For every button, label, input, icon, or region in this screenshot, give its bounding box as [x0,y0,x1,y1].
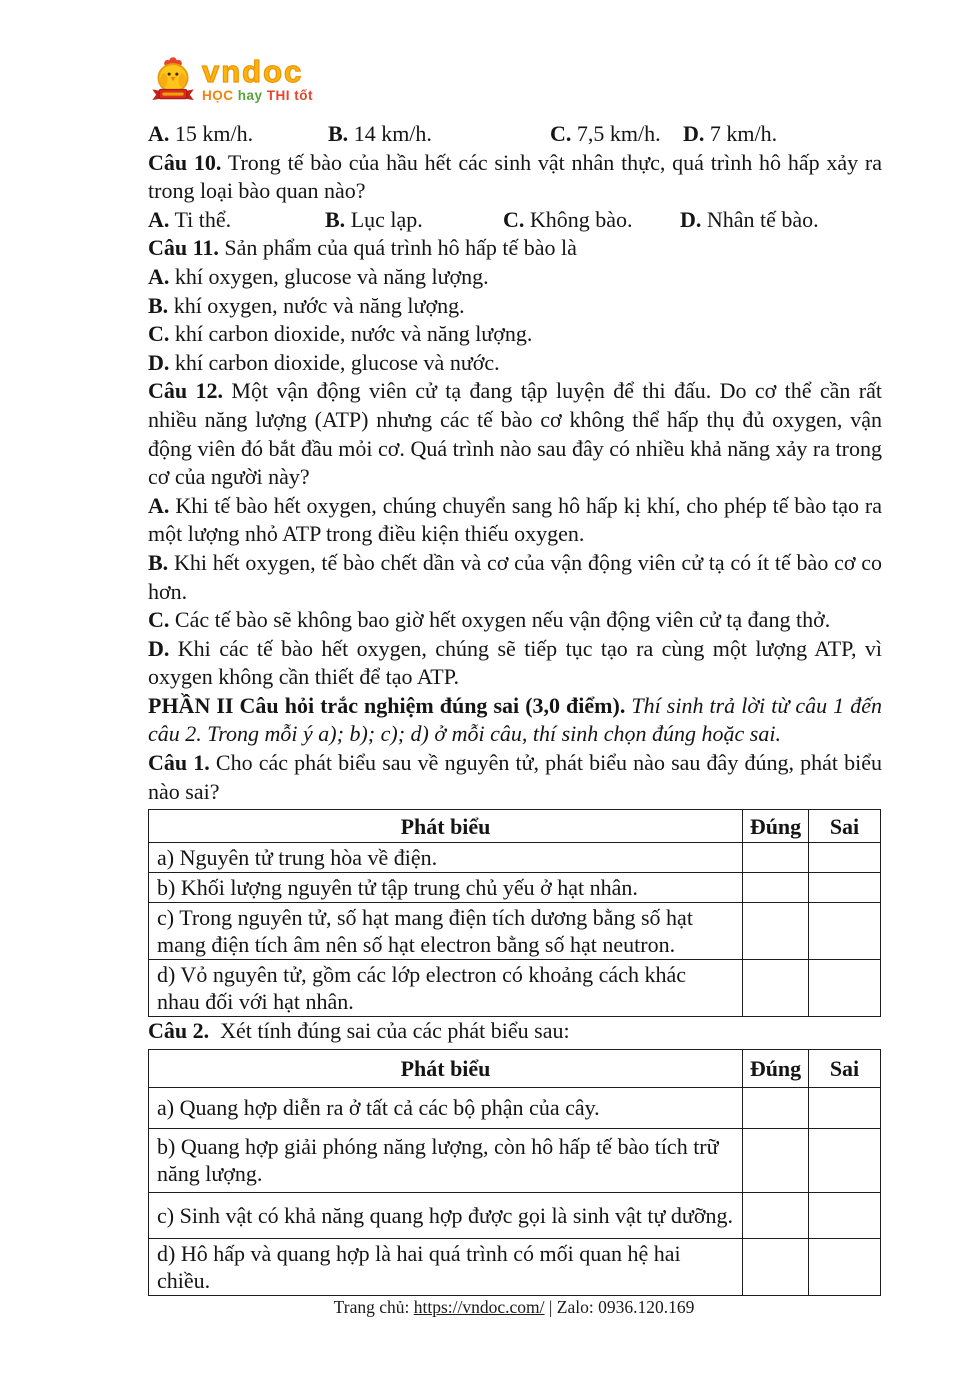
exam-body [148,120,882,1296]
vndoc-brand-name: vndoc [202,54,304,89]
question-11-option-c [148,320,882,349]
question-11-option-d [148,349,882,378]
false-answer-cell [809,1192,881,1238]
tagline-thi-tot: THI tốt [266,88,314,103]
option-d-label: D. [680,206,702,232]
option-d-text: Nhân tế bào. [706,206,819,232]
cau1-true-false-table [148,809,881,1017]
footer-home-link[interactable]: https://vndoc.com/ [413,1297,545,1317]
table-row [149,843,881,873]
cau2-true-false-table [148,1049,881,1296]
question-12-option-d [148,635,882,692]
option-b-label: B. [148,549,169,575]
part2-question-2-text [148,1017,882,1046]
option-a-text: Ti thể. [174,206,232,232]
vndoc-rooster-icon [150,56,196,106]
option-c-text: Các tế bào sẽ không bao giờ hết oxygen nếu vận động viên cử tạ đang thở. [174,607,831,633]
option-b-label: B. [148,292,169,318]
option-d [680,206,819,235]
vndoc-tagline [202,89,313,103]
part2-question-1-text [148,749,882,806]
option-d-label: D. [148,635,170,661]
tagline-hay: hay [237,88,263,103]
option-a-label: A. [148,121,170,146]
option-a [148,120,328,149]
table-row [149,1238,881,1295]
option-d [683,120,777,149]
option-b-text: 14 km/h. [353,121,432,146]
statement-cell: c) Sinh vật có khả năng quang hợp được gọi là sinh vật tự dưỡng. [149,1192,743,1238]
statement-cell: a) Quang hợp diễn ra ở tất cả các bộ phận của cây. [149,1087,743,1128]
table-header-row [149,810,881,843]
option-b [328,120,550,149]
part2-heading-bold: PHẦN II Câu hỏi trắc nghiệm đúng sai (3,0 điểm). [148,692,626,718]
table-header-row [149,1049,881,1087]
option-c-text: 7,5 km/h. [576,121,661,146]
option-a-text: Khi tế bào hết oxygen, chúng chuyển sang hô hấp kị khí, cho phép tế bào tạo ra một lượng nhỏ ATP trong điều kiện thiếu oxygen. [148,492,883,547]
question-11-option-b [148,292,882,321]
option-d-text: khí carbon dioxide, glucose và nước. [174,349,500,375]
question-12-option-c [148,606,882,635]
part2-question-1-label: Câu 1. [148,750,210,776]
question-11-option-a [148,263,882,292]
table-row [149,1087,881,1128]
true-answer-cell [743,903,809,960]
footer-zalo: Zalo: 0936.120.169 [556,1297,695,1317]
part2-instruction: Thí sinh trả lời từ câu 1 đến câu 2. Trong mỗi ý a); b); c); d) ở mỗi câu, thí sinh chọn đúng hoặc sai. [148,692,882,747]
col-header-true: Đúng [743,810,809,843]
statement-cell: b) Quang hợp giải phóng năng lượng, còn hô hấp tế bào tích trữ năng lượng. [149,1128,743,1192]
part2-question-1-body: Cho các phát biểu sau về nguyên tử, phát biểu nào sau đây đúng, phát biểu nào sai? [148,750,882,804]
col-header-false: Sai [809,1049,881,1087]
option-a-label: A. [148,492,170,518]
tagline-hoc: HỌC [202,88,234,103]
question-12-option-a [148,492,882,549]
true-answer-cell [743,1192,809,1238]
part2-heading [148,692,882,749]
question-12-text [148,377,882,491]
option-b-label: B. [328,121,349,146]
true-answer-cell [743,843,809,873]
option-b-label: B. [325,206,346,232]
statement-cell: a) Nguyên tử trung hòa về điện. [149,843,743,873]
option-d-label: D. [148,349,170,375]
option-c-text: khí carbon dioxide, nước và năng lượng. [174,321,533,347]
table-row [149,903,881,960]
question-10-options-row [148,206,882,235]
statement-cell: b) Khối lượng nguyên tử tập trung chủ yếu ở hạt nhân. [149,873,743,903]
document-content [148,56,882,1296]
statement-cell: c) Trong nguyên tử, số hạt mang điện tích dương bằng số hạt mang điện tích âm nên số hạt electron bằng số hạt neutron. [149,903,743,960]
option-c-label: C. [550,121,572,146]
question-11-body: Sản phẩm của quá trình hô hấp tế bào là [224,235,577,261]
option-d-text: Khi các tế bào hết oxygen, chúng sẽ tiếp tục tạo ra cùng một lượng ATP, vì oxygen không cần thiết để tạo ATP. [148,635,882,690]
option-d-text: 7 km/h. [709,121,778,146]
option-c [503,206,680,235]
vndoc-logo-text [202,56,313,103]
option-c-text: Không bào. [529,206,633,232]
false-answer-cell [809,960,881,1017]
true-answer-cell [743,960,809,1017]
statement-cell: d) Vỏ nguyên tử, gồm các lớp electron có khoảng cách khác nhau đối với hạt nhân. [149,960,743,1017]
option-a-label: A. [148,263,170,289]
question-10-text [148,149,882,206]
question-9-options-row [148,120,882,149]
table-row [149,1128,881,1192]
true-answer-cell [743,1238,809,1295]
question-12-body: Một vận động viên cử tạ đang tập luyện để thi đấu. Do cơ thể cần rất nhiều năng lượng (ATP) nhưng các tế bào cơ không thể hấp thụ đủ oxygen, vận động viên đó bắt đầu mỏi cơ. Quá trình nào sau đây có nhiều khả năng xảy ra trong cơ của người này? [148,378,883,490]
option-a-label: A. [148,206,170,232]
option-c-label: C. [503,206,525,232]
option-b-text: khí oxygen, nước và năng lượng. [173,292,465,318]
vndoc-logo [150,56,882,108]
option-c-label: C. [148,607,170,633]
question-10-label: Câu 10. [148,149,222,175]
table-row [149,873,881,903]
option-a [148,206,325,235]
page-footer [148,1297,880,1318]
true-answer-cell [743,1128,809,1192]
true-answer-cell [743,873,809,903]
col-header-false: Sai [809,810,881,843]
false-answer-cell [809,903,881,960]
false-answer-cell [809,1238,881,1295]
option-b-text: Lục lạp. [350,206,423,232]
table-row [149,960,881,1017]
false-answer-cell [809,1128,881,1192]
false-answer-cell [809,843,881,873]
table-row [149,1192,881,1238]
option-a-text: khí oxygen, glucose và năng lượng. [174,263,489,289]
statement-cell: d) Hô hấp và quang hợp là hai quá trình có mối quan hệ hai chiều. [149,1238,743,1295]
option-b [325,206,503,235]
true-answer-cell [743,1087,809,1128]
question-11-text [148,234,882,263]
option-c [550,120,683,149]
footer-home-label: Trang chủ: [333,1297,410,1317]
false-answer-cell [809,873,881,903]
false-answer-cell [809,1087,881,1128]
col-header-true: Đúng [743,1049,809,1087]
question-12-option-b [148,549,882,606]
col-header-statement: Phát biểu [149,1049,743,1087]
option-c-label: C. [148,321,170,347]
option-d-label: D. [683,121,705,146]
part2-question-2-label: Câu 2. [148,1018,210,1044]
question-10-body: Trong tế bào của hầu hết các sinh vật nhân thực, quá trình hô hấp xảy ra trong loại bào quan nào? [148,149,883,204]
col-header-statement: Phát biểu [149,810,743,843]
option-a-text: 15 km/h. [174,121,254,146]
option-b-text: Khi hết oxygen, tế bào chết dần và cơ của vận động viên cử tạ có ít tế bào cơ co hơn. [148,549,882,604]
part2-question-2-body: Xét tính đúng sai của các phát biểu sau: [220,1018,570,1044]
footer-separator: | [548,1297,553,1317]
question-11-label: Câu 11. [148,235,219,261]
question-12-label: Câu 12. [148,378,224,404]
